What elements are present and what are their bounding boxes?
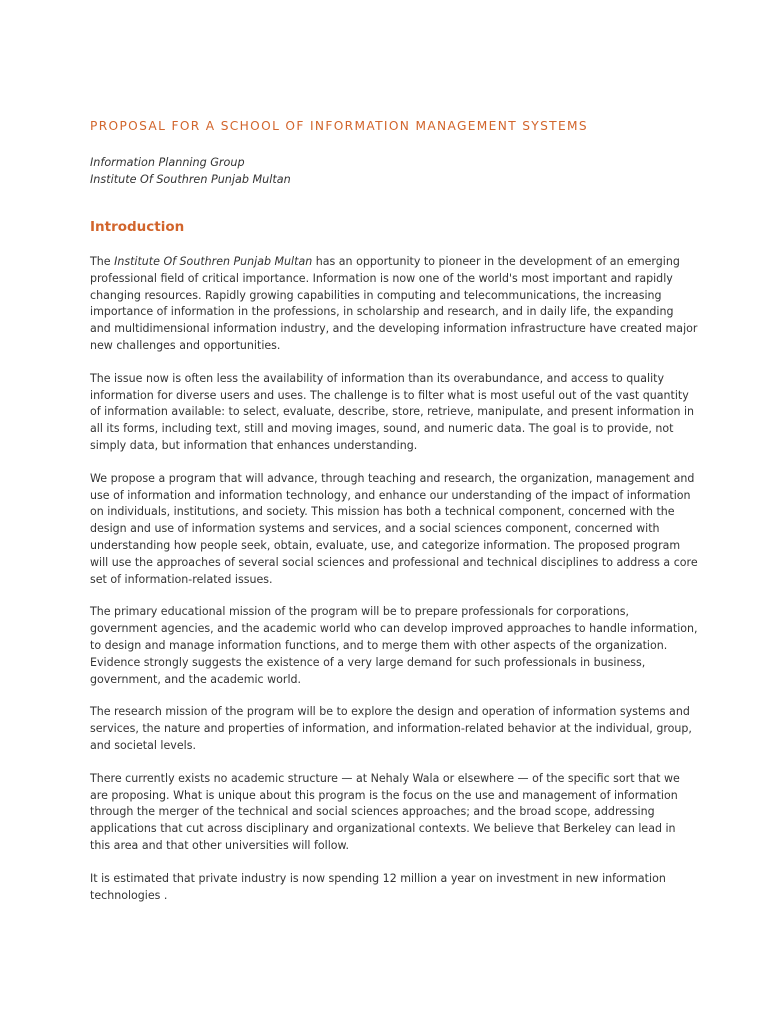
institute-name-emphasis: Institute Of Southren Punjab Multan [114,255,313,268]
paragraph-line: government agencies, and the academic world who can develop improved approaches to handle information, [90,622,698,636]
paragraph [90,371,695,455]
byline-group: Information Planning Group [90,156,245,169]
paragraph-line: simply data, but information that enhances understanding. [90,438,418,452]
paragraph-line: through the merger of the technical and social sciences approaches; and the broad scope, addressing [90,805,655,819]
paragraph-line: changing resources. Rapidly growing capabilities in computing and telecommunications, the increasing [90,288,662,302]
paragraph-line: and societal levels. [90,738,196,752]
document-title: PROPOSAL FOR A SCHOOL OF INFORMATION MANAGEMENT SYSTEMS [90,119,588,133]
paragraph-line: all its forms, including text, still and moving images, sound, and numeric data. The goal is to provide, not [90,422,674,436]
paragraph-line: applications that cut across disciplinary and organizational contexts. We believe that Berkeley can lead in [90,822,676,836]
text-run: has an opportunity to pioneer in the development of an emerging [312,255,680,268]
text-run: The [90,255,115,268]
body-text [90,254,698,920]
paragraph-line: We propose a program that will advance, through teaching and research, the organization, management and [90,471,695,485]
paragraph [90,254,698,355]
paragraph-line: It is estimated that private industry is now spending 12 million a year on investment in new information [90,871,666,885]
paragraph [90,871,690,905]
paragraph-line: information for diverse users and uses. The challenge is to filter what is most useful out of the vast quantity [90,388,689,402]
paragraph-line: understanding how people seek, obtain, evaluate, use, and categorize information. The proposed program [90,538,681,552]
paragraph-line: to design and manage information functions, and to merge them with other aspects of the organization. [90,638,668,652]
paragraph [90,471,698,589]
paragraph [90,704,690,754]
paragraph-line: There currently exists no academic structure — at Nehaly Wala or elsewhere — of the specific sort that we [90,771,680,785]
paragraph-line: services, the nature and properties of information, and information-related behavior at the individual, group, [90,722,692,736]
paragraph-line: The primary educational mission of the program will be to prepare professionals for corporations, [90,605,630,619]
section-heading-introduction: Introduction [90,219,185,235]
byline-institute: Institute Of Southren Punjab Multan [90,173,291,186]
paragraph-line: will use the approaches of several social sciences and professional and technical disciplines to address a core [90,555,698,569]
paragraph-line: and multidimensional information industry, and the developing information infrastructure have created major [90,322,698,336]
paragraph-line: importance of information in the professions, in scholarship and research, and in daily life, the expanding [90,305,674,319]
paragraph-line: The research mission of the program will be to explore the design and operation of information systems and [90,705,690,719]
paragraph [90,771,690,855]
paragraph-line: set of information-related issues. [90,572,273,586]
paragraph-line: The issue now is often less the availability of information than its overabundance, and access to quality [90,371,665,385]
paragraph-line: design and use of information systems and services, and a social sciences component, concerned with [90,522,660,536]
paragraph-line: are proposing. What is unique about this program is the focus on the use and management of information [90,788,678,802]
paragraph [90,604,698,688]
byline [90,154,291,188]
paragraph-line: government, and the academic world. [90,672,302,686]
paragraph-line [90,254,690,271]
paragraph-line: use of information and information technology, and enhance our understanding of the impact of information [90,488,691,502]
paragraph-line: this area and that other universities will follow. [90,838,350,852]
paragraph-line: professional field of critical importance. Information is now one of the world's most important and rapidly [90,271,673,285]
paragraph-line: new challenges and opportunities. [90,338,281,352]
paragraph-line: of information available: to select, evaluate, describe, store, retrieve, manipulate, and present information in [90,405,695,419]
paragraph-line: on individuals, institutions, and society. This mission has both a technical component, concerned with the [90,505,675,519]
paragraph-line: Evidence strongly suggests the existence of a very large demand for such professionals in business, [90,655,646,669]
paragraph-line: technologies . [90,888,168,902]
